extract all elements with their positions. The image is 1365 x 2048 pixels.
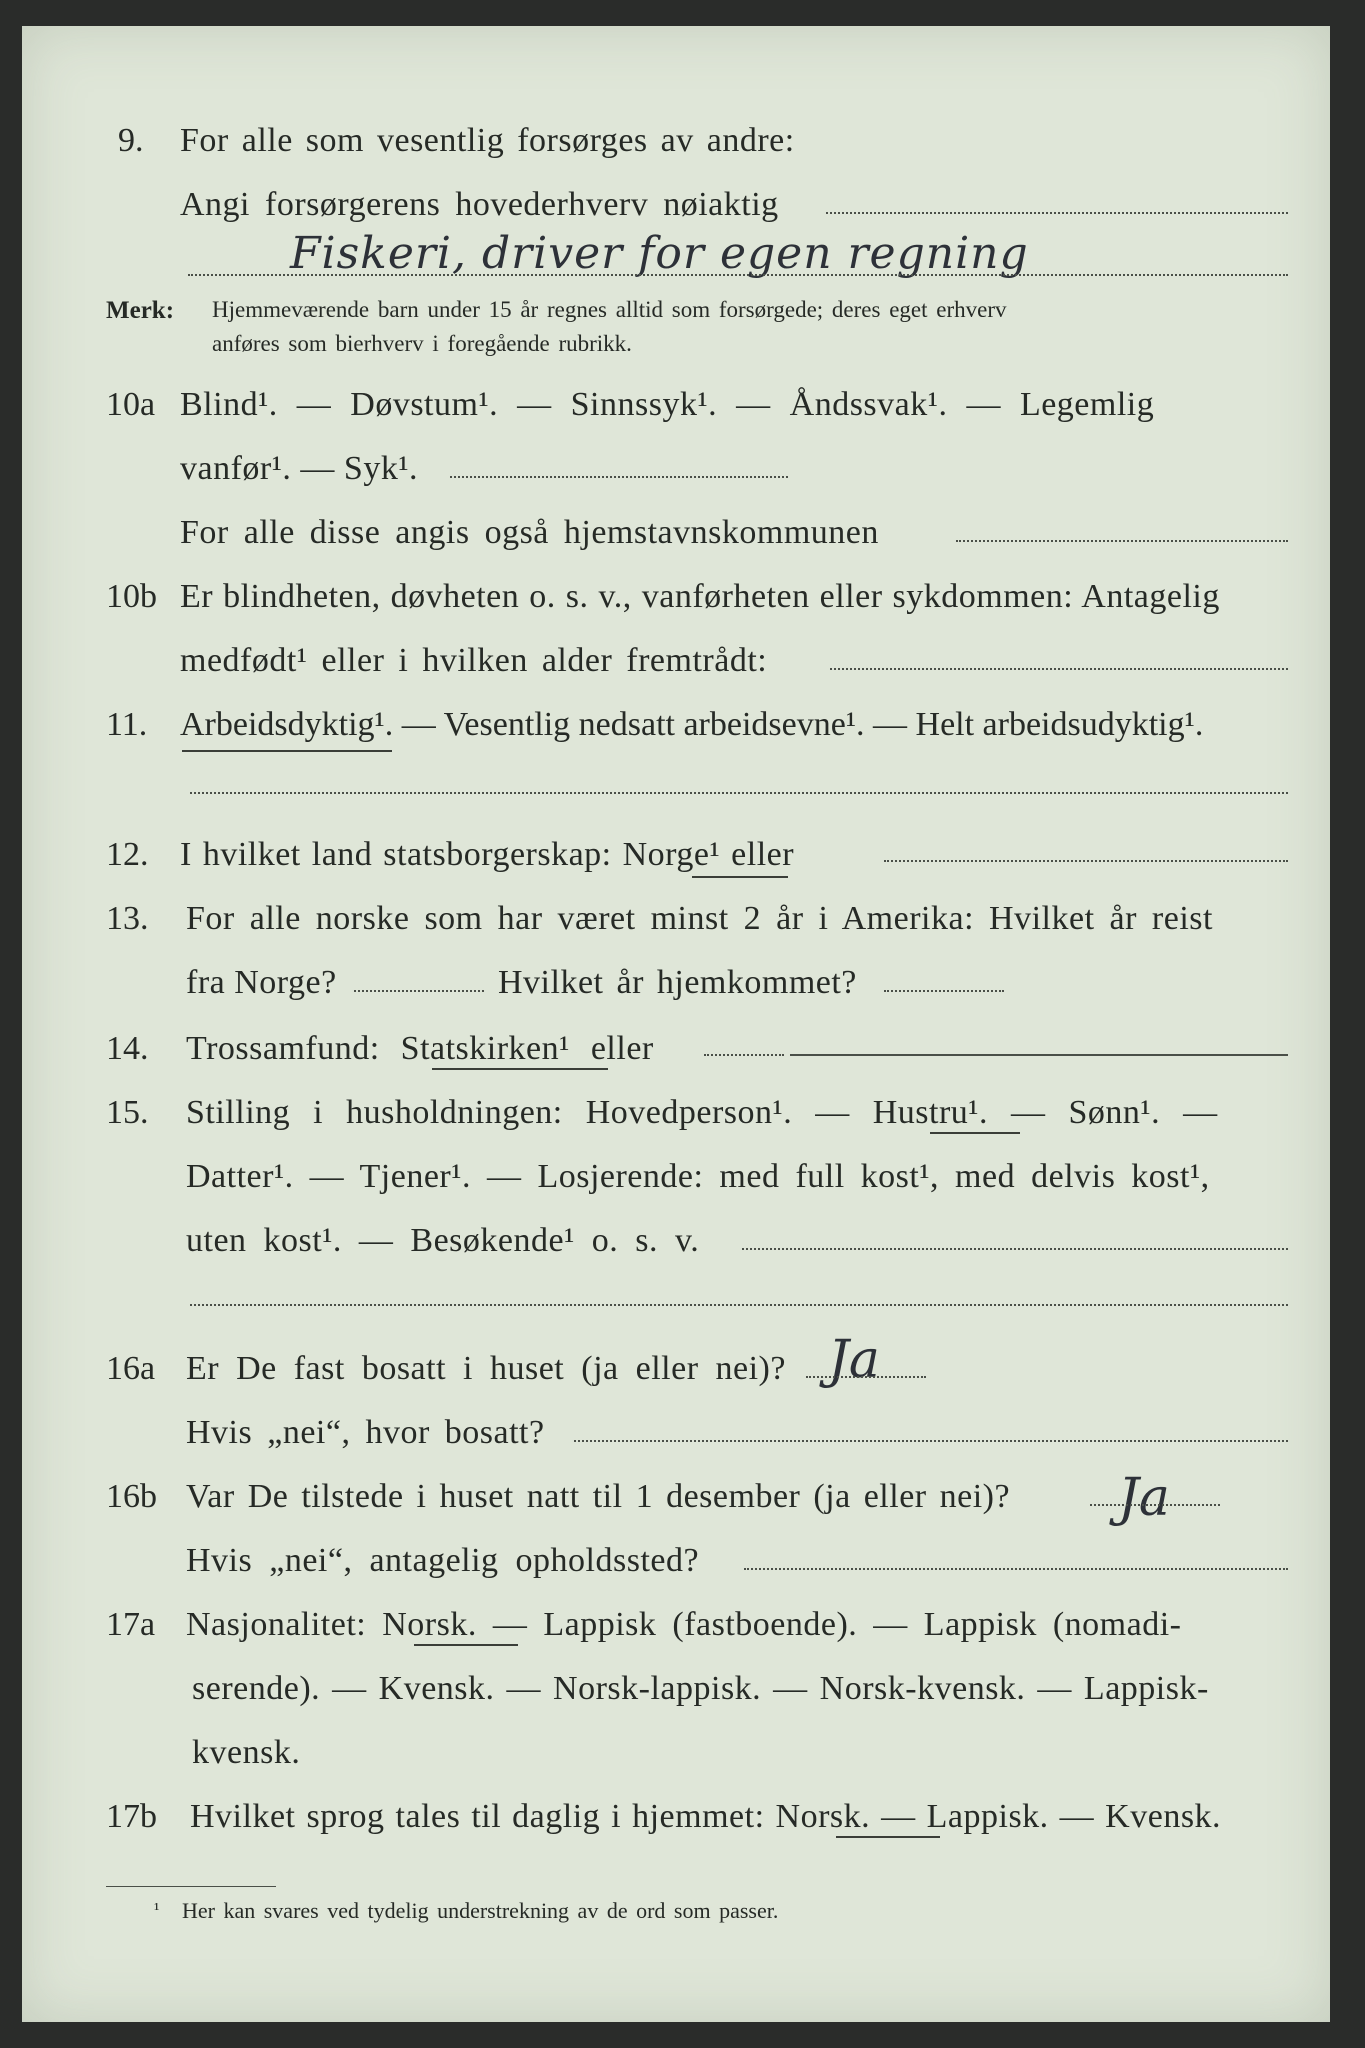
q11-number: 11. [106, 706, 148, 743]
q16a-line2: Hvis „nei“, hvor bosatt? [186, 1414, 545, 1451]
q14-number: 14. [106, 1030, 149, 1067]
q17a-number: 17a [106, 1606, 156, 1643]
q14-line-fill [704, 1054, 784, 1056]
q16a-number: 16a [106, 1350, 156, 1387]
merk-line2: anføres som bierhverv i foregående rubrikk. [212, 331, 632, 356]
q15-line2: Datter¹. — Tjener¹. — Losjerende: med full kost¹, med delvis kost¹, [186, 1158, 1210, 1195]
footnote-text: Her kan svares ved tydelig understrekning av de ord som passer. [182, 1898, 779, 1923]
q14-line-solid [790, 1054, 1288, 1056]
merk-line1: Hjemmeværende barn under 15 år regnes alltid som forsørgede; deres eget erhverv [212, 297, 1007, 322]
q16b-handwritten-answer: Ja [1118, 1468, 1170, 1528]
q17a-line2: serende). — Kvensk. — Norsk-lappisk. — Norsk-kvensk. — Lappisk- [192, 1670, 1209, 1707]
q13-reist-fill [354, 990, 484, 992]
q17b-underline-norsk [836, 1836, 940, 1838]
q13-line1: For alle norske som har været minst 2 år i Amerika: Hvilket år reist [186, 900, 1213, 937]
footnote-mark: ¹ [154, 1899, 160, 1919]
q16a-handwritten-answer: Ja [828, 1330, 880, 1390]
q9-line2: Angi forsørgerens hovederhverv nøiaktig [180, 186, 779, 223]
q15-line1: Stilling i husholdningen: Hovedperson¹. — Hustru¹. — Sønn¹. — [186, 1094, 1218, 1131]
q14-underline-statskirken [432, 1068, 608, 1070]
q16b-number: 16b [106, 1478, 157, 1515]
q10a-line1: Blind¹. — Døvstum¹. — Sinnssyk¹. — Åndssvak¹. — Legemlig [180, 386, 1155, 423]
q16b-line1-fill [1090, 1504, 1220, 1506]
q12-line1: I hvilket land statsborgerskap: Norge¹ eller [180, 836, 795, 873]
q17a-line3: kvensk. [192, 1734, 301, 1771]
q9-line1: For alle som vesentlig forsørges av andre: [180, 122, 795, 159]
q16b-line1: Var De tilstede i huset natt til 1 desember (ja eller nei)? [186, 1478, 1011, 1515]
q12-number: 12. [106, 836, 149, 873]
q10a-number: 10a [106, 386, 156, 423]
q10b-line1: Er blindheten, døvheten o. s. v., vanførheten eller sykdommen: Antagelig [180, 578, 1220, 615]
q16a-line2-fill [574, 1440, 1288, 1442]
q16a-line1-fill [806, 1376, 926, 1378]
q10a-line3: For alle disse angis også hjemstavnskommunen [180, 514, 879, 551]
q17b-number: 17b [106, 1798, 157, 1835]
q11-answer-line [190, 792, 1288, 794]
q17b-line1: Hvilket sprog tales til daglig i hjemmet: Norsk. — Lappisk. — Kvensk. [190, 1798, 1222, 1835]
q14-line1: Trossamfund: Statskirken¹ eller [186, 1030, 654, 1067]
q13-hjemkommet-fill [884, 990, 1004, 992]
q16a-line1: Er De fast bosatt i huset (ja eller nei)? [186, 1350, 786, 1387]
q13-line2-part1: fra Norge? [186, 964, 337, 1001]
q16b-line2: Hvis „nei“, antagelig opholdssted? [186, 1542, 700, 1579]
merk-label: Merk: [106, 297, 175, 324]
q10a-line3-fill [956, 540, 1288, 542]
q17a-underline-norsk [414, 1644, 518, 1646]
footnote-separator [106, 1886, 276, 1887]
q9-answer-line [188, 274, 1288, 276]
q10b-line2: medfødt¹ eller i hvilken alder fremtrådt: [180, 642, 768, 679]
q10a-line2-fill [450, 476, 788, 478]
q15-line3: uten kost¹. — Besøkende¹ o. s. v. [186, 1222, 700, 1259]
q10b-number: 10b [106, 578, 157, 615]
census-form-page [22, 26, 1330, 2022]
q11-underline-arbeidsdyktig [182, 750, 392, 752]
q10a-line2: vanfør¹. — Syk¹. [180, 450, 419, 487]
q17a-line1: Nasjonalitet: Norsk. — Lappisk (fastboende). — Lappisk (nomadi- [186, 1606, 1182, 1643]
q15-line3-fill [742, 1248, 1288, 1250]
q15-underline-hustru [930, 1132, 1020, 1134]
q12-underline-norge [692, 876, 788, 878]
q12-line-fill [884, 860, 1288, 862]
q15-number: 15. [106, 1094, 149, 1131]
q9-line2-fill [826, 212, 1288, 214]
q15-answer-line [190, 1304, 1288, 1306]
q9-number: 9. [118, 122, 144, 159]
q13-number: 13. [106, 900, 149, 937]
q13-line2-part2: Hvilket år hjemkommet? [498, 964, 857, 1001]
q11-line1: Arbeidsdyktig¹. — Vesentlig nedsatt arbeidsevne¹. — Helt arbeidsudyktig¹. [180, 706, 1204, 743]
q10b-line2-fill [830, 668, 1288, 670]
q16b-line2-fill [744, 1568, 1288, 1570]
q9-handwritten-answer: Fiskeri, driver for egen regning [290, 228, 1029, 279]
